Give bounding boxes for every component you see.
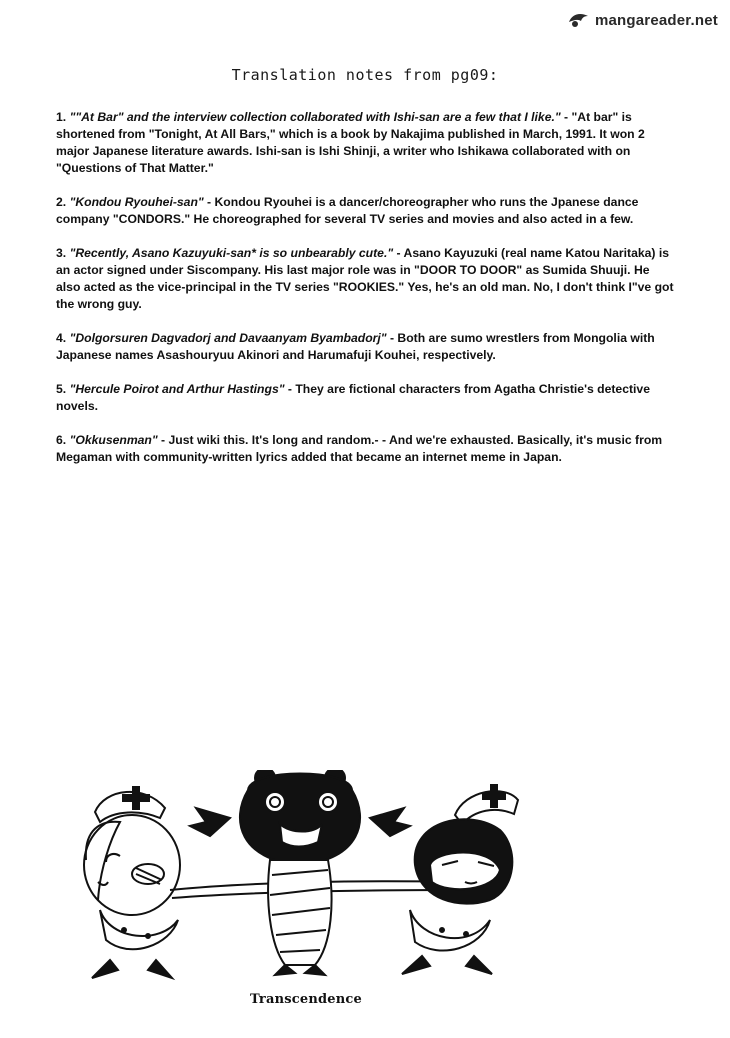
note-item xyxy=(56,330,676,364)
note-text: - Just wiki this. It's long and random.- - And we're exhausted. Basically, it's music from Megaman with community-written lyrics added that became an internet meme in Japan. xyxy=(56,433,663,464)
note-quote: "Okkusenman" xyxy=(69,433,158,447)
note-number: 2. xyxy=(56,195,67,209)
note-text: - They are fictional characters from Agatha Christie's detective novels. xyxy=(56,382,650,413)
right-nurse-figure xyxy=(402,784,518,974)
note-quote: "Kondou Ryouhei-san" xyxy=(69,195,204,209)
note-number: 5. xyxy=(56,382,67,396)
left-nurse-figure xyxy=(84,786,180,978)
chibi-illustration xyxy=(70,770,540,985)
note-number: 3. xyxy=(56,246,67,260)
note-quote: "Recently, Asano Kazuyuki-san* is so unbearably cute." xyxy=(69,246,394,260)
logo-icon xyxy=(566,10,592,30)
note-text: - "At bar" is shortened from "Tonight, At All Bars," which is a book by Nakajima published in March, 1991. It won 2 major Japanese literature awards. Ishi-san is Ishi Shinji, a writer who Ishikawa collaborated with on "Questions of That Matter." xyxy=(56,110,645,175)
watermark-text: mangareader.net xyxy=(594,11,718,29)
note-quote: "Hercule Poirot and Arthur Hastings" xyxy=(69,382,285,396)
note-item xyxy=(56,194,676,228)
scanlation-signature: Transcendence xyxy=(250,992,363,1007)
site-watermark xyxy=(566,10,718,30)
note-number: 1. xyxy=(56,110,67,124)
note-number: 4. xyxy=(56,331,67,345)
note-item xyxy=(56,245,676,313)
page-title: Translation notes from pg09: xyxy=(231,66,499,84)
note-quote: ""At Bar" and the interview collection collaborated with Ishi-san are a few that I like." xyxy=(69,110,561,124)
note-number: 6. xyxy=(56,433,67,447)
note-item xyxy=(56,109,676,177)
note-item xyxy=(56,381,676,415)
note-quote: "Dolgorsuren Dagvadorj and Davaanyam Byambadorj" xyxy=(69,331,387,345)
note-item xyxy=(56,432,676,466)
note-text: - Kondou Ryouhei is a dancer/choreographer who runs the Jpanese dance company "CONDORS." He choreographed for several TV series and movies and also acted in a few. xyxy=(56,195,639,226)
note-text: - Asano Kayuzuki (real name Katou Naritaka) is an actor signed under Siscompany. His last major role was in "DOOR TO DOOR" as Sumida Shuuji. He also acted as the vice-principal in the TV series "ROOKIES." Yes, he's an old man. No, I don't think I"ve got the wrong guy. xyxy=(56,246,674,311)
bat-mummy-figure xyxy=(190,770,410,975)
notes-list xyxy=(56,109,676,483)
note-text: - Both are sumo wrestlers from Mongolia with Japanese names Asashouryuu Akinori and Harumafuji Kouhei, respectively. xyxy=(56,331,655,362)
